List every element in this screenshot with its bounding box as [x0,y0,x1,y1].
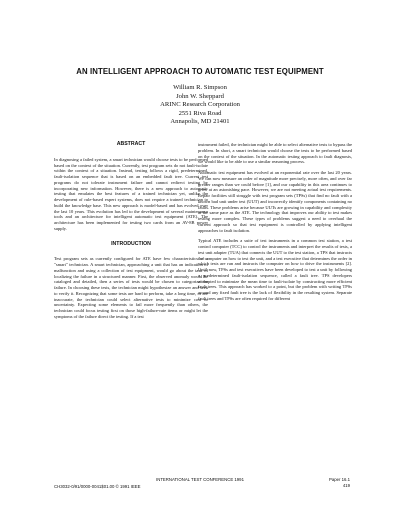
right-column [198,142,352,307]
paragraph: Automatic test equipment has evolved at an exponential rate over the last 20 years. We can now measure an order of magnitude more precisely, more often, and over far greater ranges than we could before [1], and our capability in this area continues to grow at an astonishing pace. However, we are not meeting actual test requirements. Repair facilities still struggle with test program sets (TPSs) that find no fault with a known bad unit under test (UUT) and incorrectly identify components containing no faults. These problems arise because UUTs are growing in capability and complexity at the same pace as the ATE. The technology that improves our ability to test makes testing more complex. These types of problems suggest a need to overhaul the current approach so that test equipment is controlled by applying intelligent approaches to fault isolation. [198,170,352,233]
author-block [0,84,400,127]
author-name: William R. Simpson [173,84,227,91]
introduction-text: Test program sets as currently configured for ATE have few characteristics of a "smart" technician. A smart technician, approaching a unit that has an indication of malfunction and using a collection of test equipment, would go about the task of localizing the failure in a structured manner. First, the observed anomaly would be cataloged and detailed, then a series of tests would be chosen to categorize the failure. In choosing these tests, the technician might hypothesize an answer and seek to verify it. Recognizing that some tests are hard to perform, take a long time, or are inaccurate, the technician could select alternative tests to minimize cost or uncertainty. Expecting some elements to fail more frequently than others, the technician could focus testing first on those high-failure-rate items or might let the symptoms of the failure direct the testing. If a test [54,256,208,319]
abstract-heading: ABSTRACT [116,141,146,147]
paragraph: Typical ATE includes a suite of test instruments in a common test station, a test control computer (TCC) to control the instruments and interpret the results of tests, a test unit adapter (TUA) that connects the UUT to the test station, a TPS that instructs the computer on how to test the unit, and a test executive that determines the order in which tests are run and instructs the computer on how to drive the instruments [2]. Until now, TPSs and test executives have been developed to test a unit by following a predetermined fault-isolation sequence, called a fault tree. TPS developers attempted to minimize the mean time to fault-isolate by constructing more efficient fault trees. This approach has worked to a point, but the problem with writing TPSs around any fixed fault tree is the lack of flexibility in the resulting system. Separate fault trees and TPSs are often required for different [198,238,352,301]
address-street: 2551 Riva Road [178,109,222,117]
abstract-text: In diagnosing a failed system, a smart technician would choose tests to be performed based on the context of the situation. Currently, test program sets do not fault-isolate within the context of a situation. Instead, testing follows a rigid, predetermined, fault-isolation sequence that is based on an embedded fault tree. Current test programs do not tolerate instrument failure and cannot redirect testing by incorporating new information. However, there is a new approach to automatic testing that emulates the best features of a trained technician yet, unlike the development of rule-based expert systems, does not require a trained technician to build the knowledge base. This new approach is model-based and has evolved over the last 10 years. This evolution has led to the development of several maintenance tools and an architecture for intelligent automatic test equipment (ATE). The architecture has been implemented for testing two cards from an AV-8B power supply. [54,156,208,231]
conference-name: INTERNATIONAL TEST CONFERENCE 1991 [156,477,244,482]
left-column [54,142,208,325]
paper-title: AN INTELLIGENT APPROACH TO AUTOMATIC TEST EQUIPMENT [76,67,324,76]
address-city: Annapolis, MD 21401 [170,118,230,126]
paper-number: Paper 16.1 [328,477,350,482]
page-number: 419 [342,483,350,488]
paragraph: instrument failed, the technician might be able to select alternative tests to bypass the problem. In short, a smart technician would choose the tests to be performed based on the context of the situation. In the automatic testing approach to fault diagnosis, we would like to be able to use a similar reasoning process. [198,142,352,165]
author-name: John W. Sheppard [176,92,224,100]
page-info [329,477,350,489]
introduction-heading: INTRODUCTION [111,240,151,247]
copyright-code: CH3032-0/91/0000-0041$01.00 © 1991 IEEE [54,484,141,489]
affiliation: ARINC Research Corporation [160,101,240,109]
